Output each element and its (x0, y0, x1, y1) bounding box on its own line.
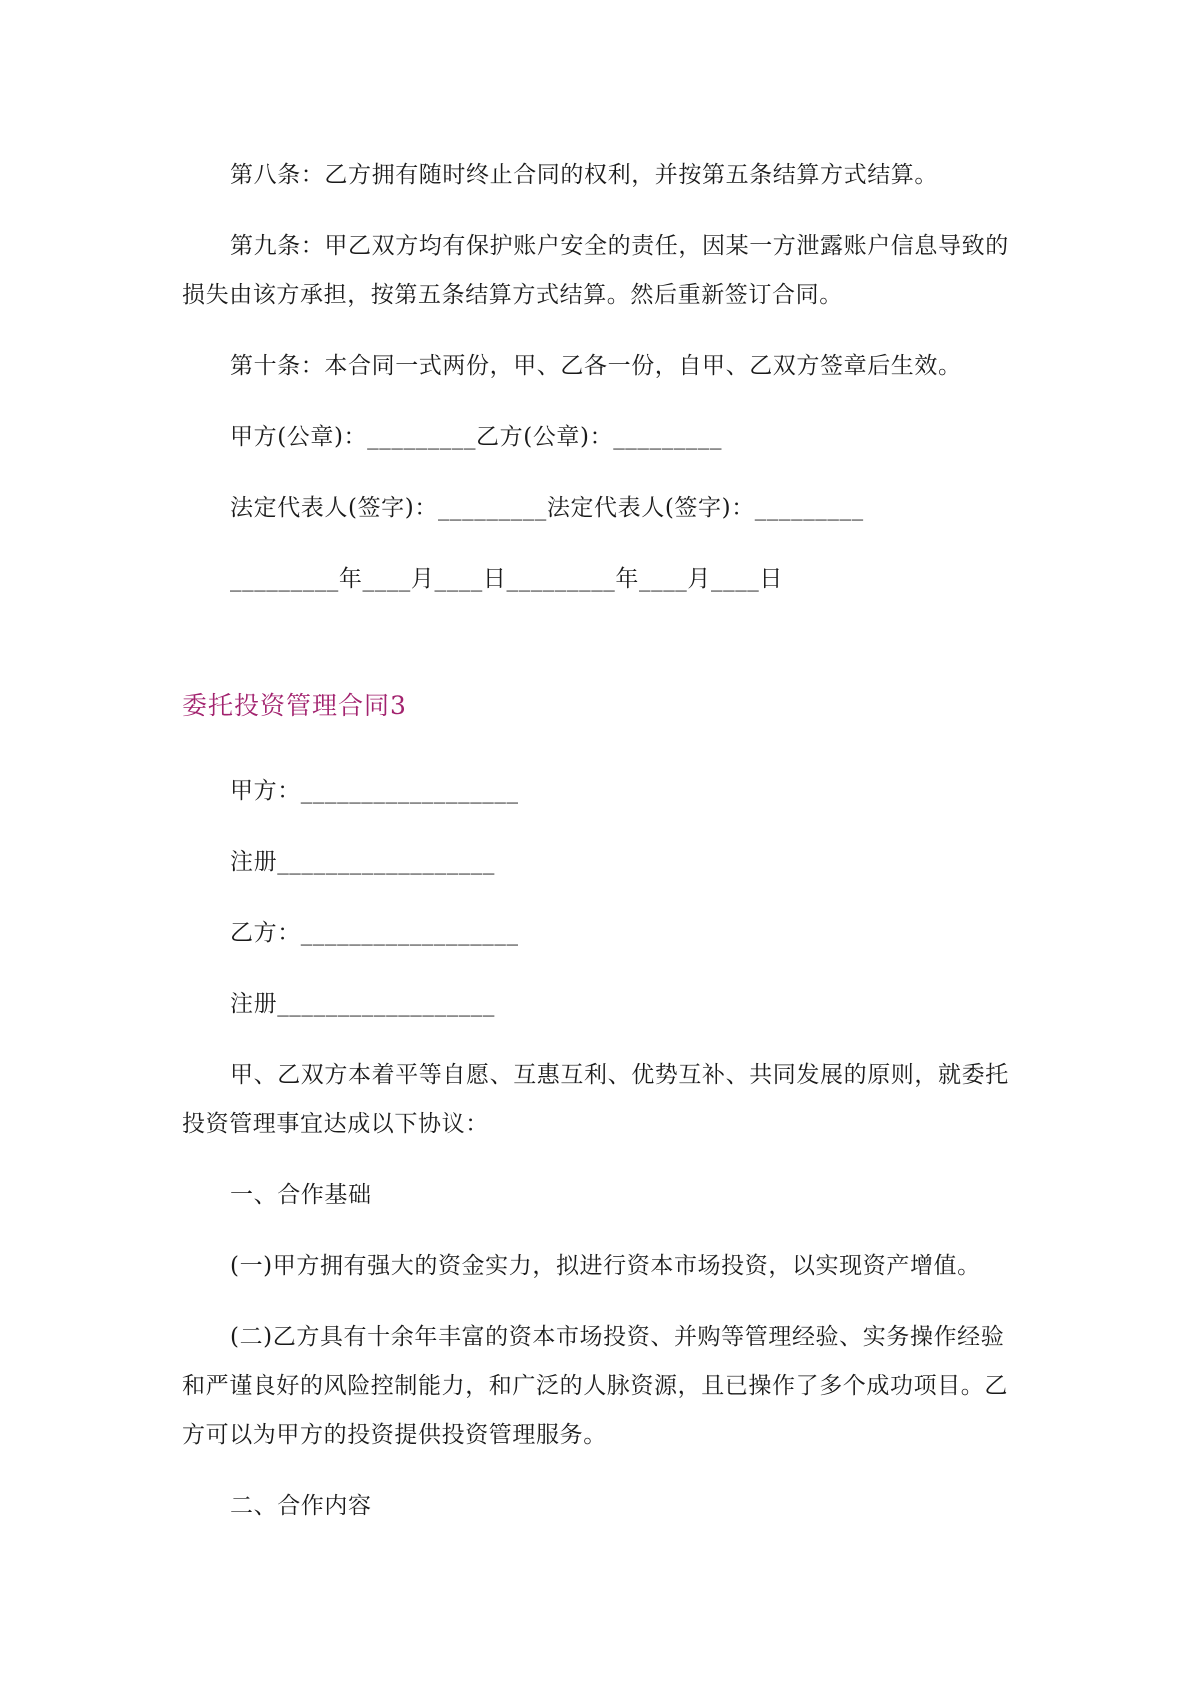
party-b-field: 乙方：__________________ (230, 920, 519, 946)
date-line: _________年____月____日_________年____月____日 (230, 566, 783, 592)
clause-10: 第十条：本合同一式两份，甲、乙各一份，自甲、乙双方签章后生效。 (230, 353, 962, 379)
section-1-item-1: (一)甲方拥有强大的资金实力，拟进行资本市场投资，以实现资产增值。 (230, 1253, 981, 1279)
party-b-registration: 注册__________________ (230, 991, 495, 1017)
section-1-item-2-line-2: 和严谨良好的风险控制能力，和广泛的人脉资源，且已操作了多个成功项目。乙 (182, 1373, 1008, 1399)
clause-9-line-2: 损失由该方承担，按第五条结算方式结算。然后重新签订合同。 (182, 282, 843, 308)
seal-line: 甲方(公章)：_________乙方(公章)：_________ (230, 424, 723, 450)
section-1-title: 一、合作基础 (230, 1182, 372, 1208)
section-2-title: 二、合作内容 (230, 1493, 372, 1519)
preamble-line-1: 甲、乙双方本着平等自愿、互惠互利、优势互补、共同发展的原则，就委托 (230, 1062, 1009, 1088)
party-a-registration: 注册__________________ (230, 849, 495, 875)
clause-9-line-1: 第九条：甲乙双方均有保护账户安全的责任，因某一方泄露账户信息导致的 (230, 233, 1009, 259)
clause-8: 第八条：乙方拥有随时终止合同的权利，并按第五条结算方式结算。 (230, 162, 938, 188)
section-1-item-2-line-1: (二)乙方具有十余年丰富的资本市场投资、并购等管理经验、实务操作经验 (230, 1324, 1005, 1350)
section-heading: 委托投资管理合同3 (182, 691, 407, 720)
party-a-field: 甲方：__________________ (230, 778, 519, 804)
section-1-item-2-line-3: 方可以为甲方的投资提供投资管理服务。 (182, 1422, 607, 1448)
signature-line: 法定代表人(签字)：_________法定代表人(签字)：_________ (230, 495, 864, 521)
preamble-line-2: 投资管理事宜达成以下协议： (182, 1111, 489, 1137)
